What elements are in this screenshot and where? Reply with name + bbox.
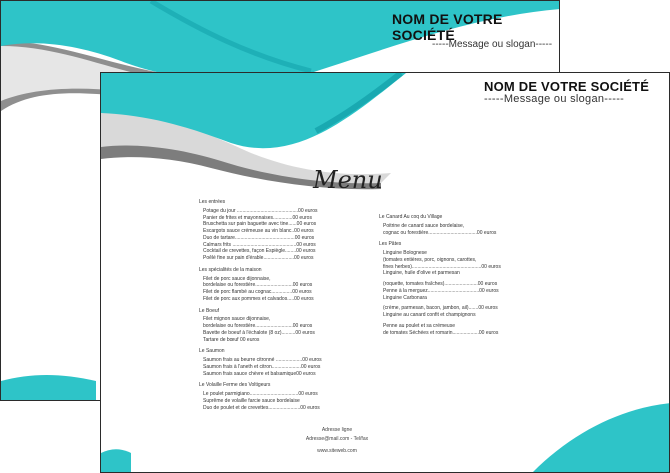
menu-section-title: Les Pâtes	[379, 241, 402, 248]
menu-item: Filet mignon sauce dijonnaise,	[203, 316, 271, 323]
footer-website: www.siteweb.com	[317, 448, 357, 454]
menu-item: de tomates Séchées et romarin...................00 euros	[383, 329, 499, 336]
back-company-name: NOM DE VOTRE SOCIÉTÉ	[392, 11, 503, 43]
menu-section-title: Le Volaille Ferme des Voltigeurs	[199, 382, 271, 389]
front-teal-bottom-left	[101, 449, 131, 473]
menu-item: Le poulet parmigiano...................................00 euros	[203, 391, 318, 397]
menu-item: Poitrine de canard sauce bordelaise,	[383, 222, 465, 229]
menu-item: Filet de porc flambé au cognac...............00 euros	[203, 289, 312, 295]
menu-item: Cocktail de crevettes, façon Espiègle........00 euros	[203, 248, 316, 255]
menu-item: Escargots sauce crémeuse au vin blanc..00 euros	[203, 228, 314, 234]
menu-item: Poêlé fine sur pain d'érable......................00 euros	[203, 255, 314, 261]
menu-section-title: Les entrées	[199, 199, 226, 205]
back-slogan: -----Message ou slogan-----	[432, 39, 553, 50]
menu-item: fines herbes)..................................................00 euros	[383, 263, 501, 270]
menu-section-title: Le Saumon	[199, 348, 225, 355]
menu-item: Linguine au canard confit et champignons	[383, 312, 476, 318]
menu-item: bordelaise ou forestière...........................00 euros	[203, 282, 313, 289]
menu-section-title: Les spécialités de la maison	[199, 266, 262, 273]
menu-item: (crème, parmesan, bacon, jambon, ail).......00 euros	[383, 305, 498, 312]
front-sheet	[100, 72, 670, 473]
menu-item: Saumon frais à l'aneth et citron.....................00 euros	[203, 363, 321, 370]
front-teal-bottom-right	[531, 403, 670, 473]
menu-item: Filet de porc sauce dijonnaise,	[203, 275, 271, 282]
menu-item: Duo de tartare...........................................00 euros	[203, 234, 315, 241]
menu-item: Potage du jour ............................................00 euros	[203, 207, 318, 214]
menu-section-title: Le Canard Au coq du Village	[379, 214, 443, 220]
menu-item: Linguine, huile d'olive et parmesan	[383, 270, 460, 277]
menu-item: Duo de poulet et de crevettes.......................00 euros	[203, 404, 320, 411]
menu-item: Saumon frais au beurre citronné ...................00 euros	[203, 357, 322, 363]
back-teal-bottom-wave	[1, 375, 96, 401]
footer-email: Adresse@mail.com - Tel/fax	[305, 436, 369, 442]
menu-item: Filet de porc aux pommes et calvados.....00 euros	[203, 295, 314, 302]
menu-right-column	[379, 214, 501, 336]
menu-item: Tartare de bœuf 00 euros	[203, 336, 260, 343]
menu-title: Menu	[313, 166, 383, 194]
footer-address: Adresse ligne	[321, 427, 353, 433]
menu-item: Linguine Carbonara	[383, 294, 427, 301]
menu-item: Bavette de boeuf à l'échalote (8 oz)..........00 euros	[203, 329, 315, 336]
menu-item: Linguine Bolognese	[383, 250, 427, 256]
menu-item: Saumon frais sauce chèvre et balsamique00 euros	[203, 370, 316, 377]
menu-item: (tomates entières, porc, oignons, carottes,	[383, 256, 477, 263]
menu-item: Penne au poulet et sa crémeuse	[383, 322, 455, 329]
menu-item: (roquette, tomates fraîches)........................00 euros	[383, 281, 498, 287]
menu-item: Bruschetta sur pain baguette avec tine......00 euros	[203, 221, 317, 228]
front-company-name: NOM DE VOTRE SOCIÉTÉ	[484, 79, 650, 94]
menu-left-column	[199, 199, 322, 411]
menu-item: Calmars frits ..............................................00 euros	[203, 241, 316, 248]
menu-item: cognac ou forestière...................................00 euros	[383, 229, 497, 236]
menu-item: Suprême de volaille farcie sauce bordelaise	[203, 397, 300, 404]
menu-section-title: Le Boeuf	[199, 307, 220, 314]
menu-item: Penne à la merguez.....................................00 euros	[383, 287, 499, 294]
menu-item: bordelaise ou forestière...........................00 euros	[203, 323, 313, 329]
menu-item: Panier de frites et mayonnaises..............00 euros	[203, 214, 312, 221]
front-slogan: -----Message ou slogan-----	[484, 93, 625, 105]
